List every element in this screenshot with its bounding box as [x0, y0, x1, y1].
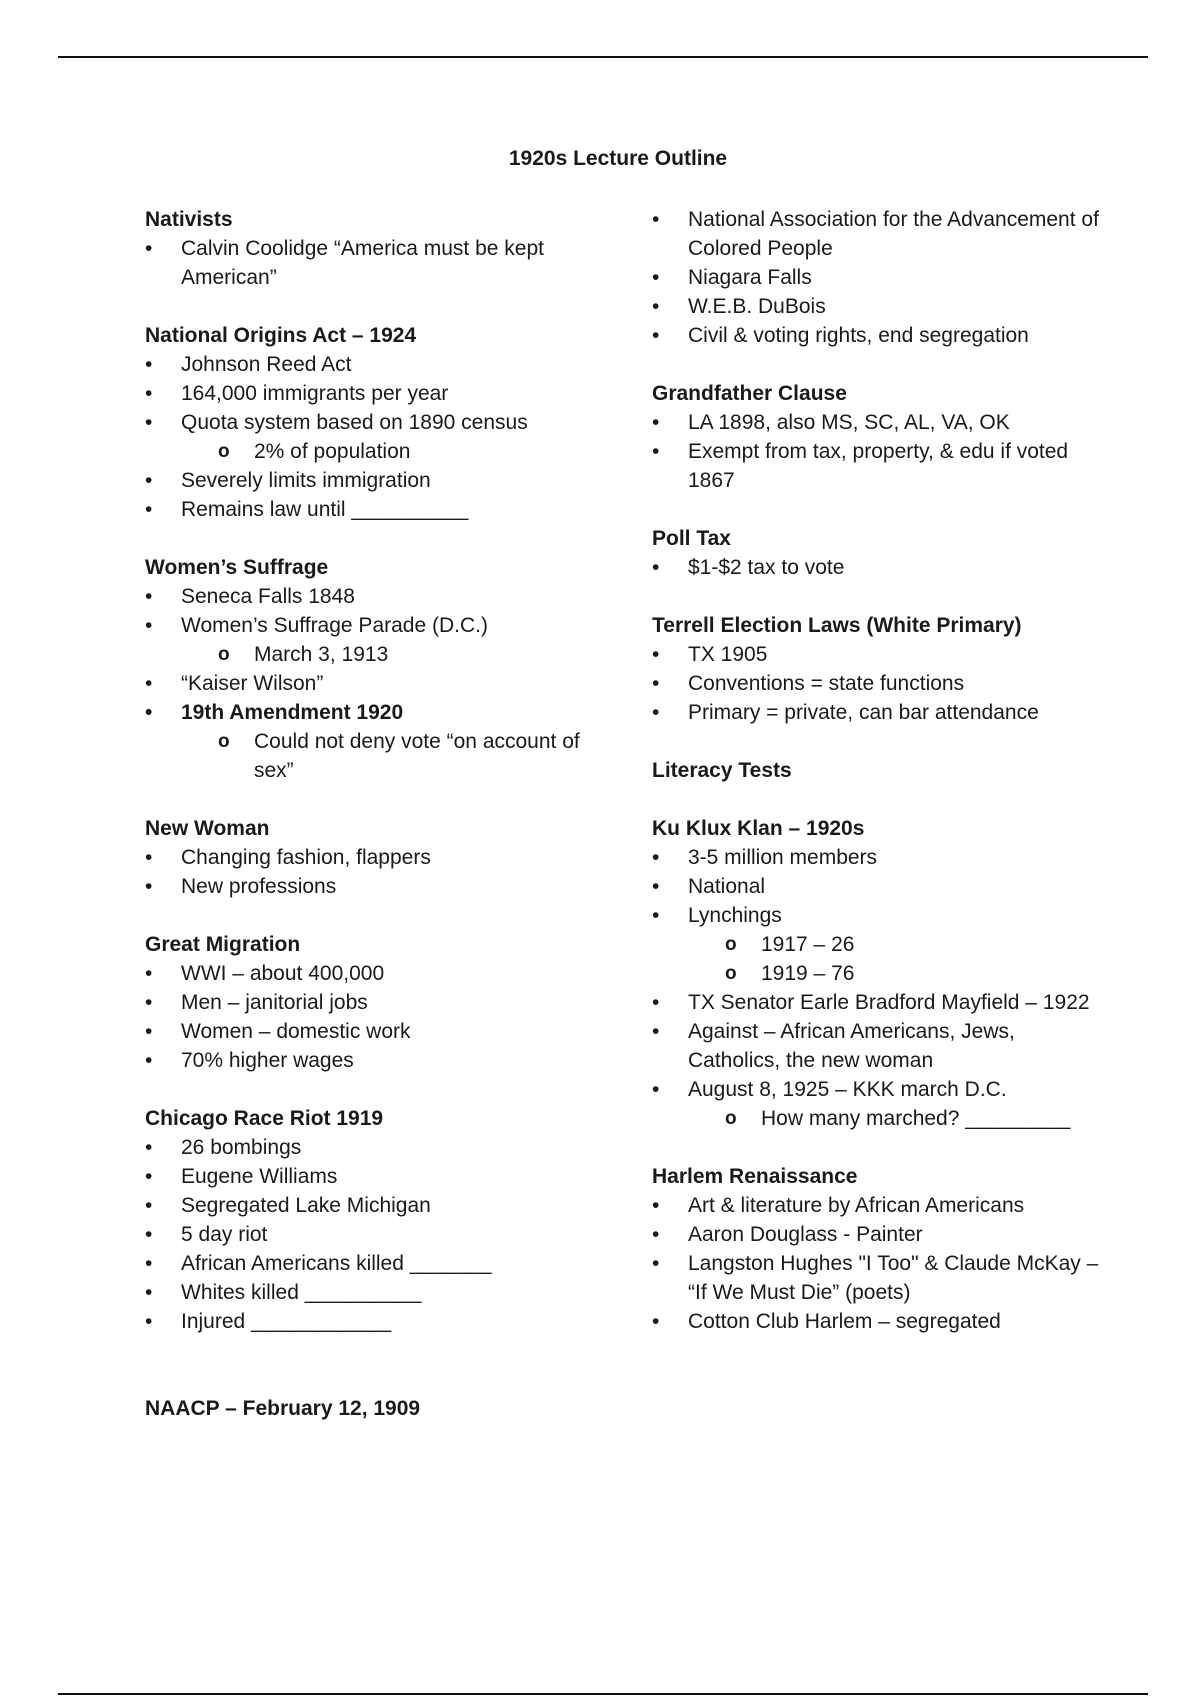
left-column — [145, 205, 615, 1452]
list-item: • Calvin Coolidge “America must be kept American” — [145, 234, 615, 292]
list-item: • Primary = private, can bar attendance — [652, 698, 1112, 727]
list-item: • W.E.B. DuBois — [652, 292, 1112, 321]
sub-list-item: o How many marched? _________ — [652, 1104, 1112, 1133]
section-new-woman — [145, 814, 615, 901]
list-item: • LA 1898, also MS, SC, AL, VA, OK — [652, 408, 1112, 437]
list-item: • 26 bombings — [145, 1133, 615, 1162]
sub-list-item: o March 3, 1913 — [145, 640, 615, 669]
section-heading: Great Migration — [145, 933, 301, 956]
list-item: • Conventions = state functions — [652, 669, 1112, 698]
bullet-list — [145, 582, 615, 785]
page-title: 1920s Lecture Outline — [508, 147, 728, 170]
list-item: • Niagara Falls — [652, 263, 1112, 292]
bottom-rule — [58, 1693, 1148, 1695]
list-item: • National — [652, 872, 1112, 901]
list-item: • Remains law until __________ — [145, 495, 615, 524]
list-item: • Art & literature by African Americans — [652, 1191, 1112, 1220]
section-poll-tax — [652, 524, 1112, 582]
section-heading: Grandfather Clause — [652, 382, 847, 405]
sub-list-item: o 1917 – 26 — [652, 930, 1112, 959]
list-item: • Quota system based on 1890 census — [145, 408, 615, 437]
list-item: • Whites killed __________ — [145, 1278, 615, 1307]
section-national-origins-act — [145, 321, 615, 524]
list-item: • Injured ____________ — [145, 1307, 615, 1336]
list-item: • 3-5 million members — [652, 843, 1112, 872]
list-item: • Cotton Club Harlem – segregated — [652, 1307, 1112, 1336]
section-literacy-tests — [652, 756, 1112, 785]
list-item: • 70% higher wages — [145, 1046, 615, 1075]
section-heading: National Origins Act – 1924 — [145, 324, 417, 347]
sub-list-item: o Could not deny vote “on account of sex” — [145, 727, 615, 785]
list-item: • Against – African Americans, Jews, Catholics, the new woman — [652, 1017, 1112, 1075]
section-great-migration — [145, 930, 615, 1075]
list-item: • TX Senator Earle Bradford Mayfield – 1922 — [652, 988, 1112, 1017]
list-item: • African Americans killed _______ — [145, 1249, 615, 1278]
section-harlem-renaissance — [652, 1162, 1112, 1336]
list-item: • National Association for the Advancement of Colored People — [652, 205, 1112, 263]
top-rule — [58, 56, 1148, 58]
section-heading: NAACP – February 12, 1909 — [145, 1397, 421, 1420]
list-item: • Changing fashion, flappers — [145, 843, 615, 872]
section-naacp-continued — [652, 205, 1112, 350]
bullet-list — [652, 640, 1112, 727]
list-item: • August 8, 1925 – KKK march D.C. — [652, 1075, 1112, 1104]
list-item: • Seneca Falls 1848 — [145, 582, 615, 611]
list-item: • Exempt from tax, property, & edu if voted 1867 — [652, 437, 1112, 495]
bullet-list — [652, 205, 1112, 350]
bullet-list — [145, 234, 615, 292]
section-heading: Harlem Renaissance — [652, 1165, 858, 1188]
section-ku-klux-klan — [652, 814, 1112, 1133]
section-heading: Literacy Tests — [652, 759, 792, 782]
section-heading: Women’s Suffrage — [145, 556, 329, 579]
sub-list-item: o 2% of population — [145, 437, 615, 466]
list-item: • Langston Hughes "I Too" & Claude McKay – “If We Must Die” (poets) — [652, 1249, 1112, 1307]
list-item: • Lynchings — [652, 901, 1112, 930]
section-womens-suffrage — [145, 553, 615, 785]
list-item: • Severely limits immigration — [145, 466, 615, 495]
bullet-list — [652, 553, 1112, 582]
section-terrell-election-laws — [652, 611, 1112, 727]
list-item: • $1-$2 tax to vote — [652, 553, 1112, 582]
section-heading: Terrell Election Laws (White Primary) — [652, 614, 1022, 637]
list-item: • 19th Amendment 1920 — [145, 698, 615, 727]
list-item: • Eugene Williams — [145, 1162, 615, 1191]
section-heading: Nativists — [145, 208, 233, 231]
bullet-list — [145, 1133, 615, 1336]
right-column — [652, 205, 1112, 1365]
bullet-list — [145, 843, 615, 901]
bullet-list — [145, 959, 615, 1075]
bullet-list — [145, 350, 615, 524]
section-nativists — [145, 205, 615, 292]
section-grandfather-clause — [652, 379, 1112, 495]
section-heading: Chicago Race Riot 1919 — [145, 1107, 384, 1130]
section-naacp — [145, 1394, 615, 1423]
bullet-list — [652, 408, 1112, 495]
list-item: • Women – domestic work — [145, 1017, 615, 1046]
bullet-list — [652, 843, 1112, 1133]
section-chicago-race-riot — [145, 1104, 615, 1336]
list-item: • Men – janitorial jobs — [145, 988, 615, 1017]
list-item: • WWI – about 400,000 — [145, 959, 615, 988]
list-item: • TX 1905 — [652, 640, 1112, 669]
bullet-list — [652, 1191, 1112, 1336]
section-heading: Poll Tax — [652, 527, 731, 550]
list-item: • Segregated Lake Michigan — [145, 1191, 615, 1220]
list-item: • 5 day riot — [145, 1220, 615, 1249]
sub-list-item: o 1919 – 76 — [652, 959, 1112, 988]
section-heading: Ku Klux Klan – 1920s — [652, 817, 865, 840]
list-item: • Civil & voting rights, end segregation — [652, 321, 1112, 350]
list-item: • Aaron Douglass - Painter — [652, 1220, 1112, 1249]
list-item: • “Kaiser Wilson” — [145, 669, 615, 698]
section-heading: New Woman — [145, 817, 270, 840]
list-item: • New professions — [145, 872, 615, 901]
list-item: • 164,000 immigrants per year — [145, 379, 615, 408]
list-item: • Women’s Suffrage Parade (D.C.) — [145, 611, 615, 640]
list-item: • Johnson Reed Act — [145, 350, 615, 379]
